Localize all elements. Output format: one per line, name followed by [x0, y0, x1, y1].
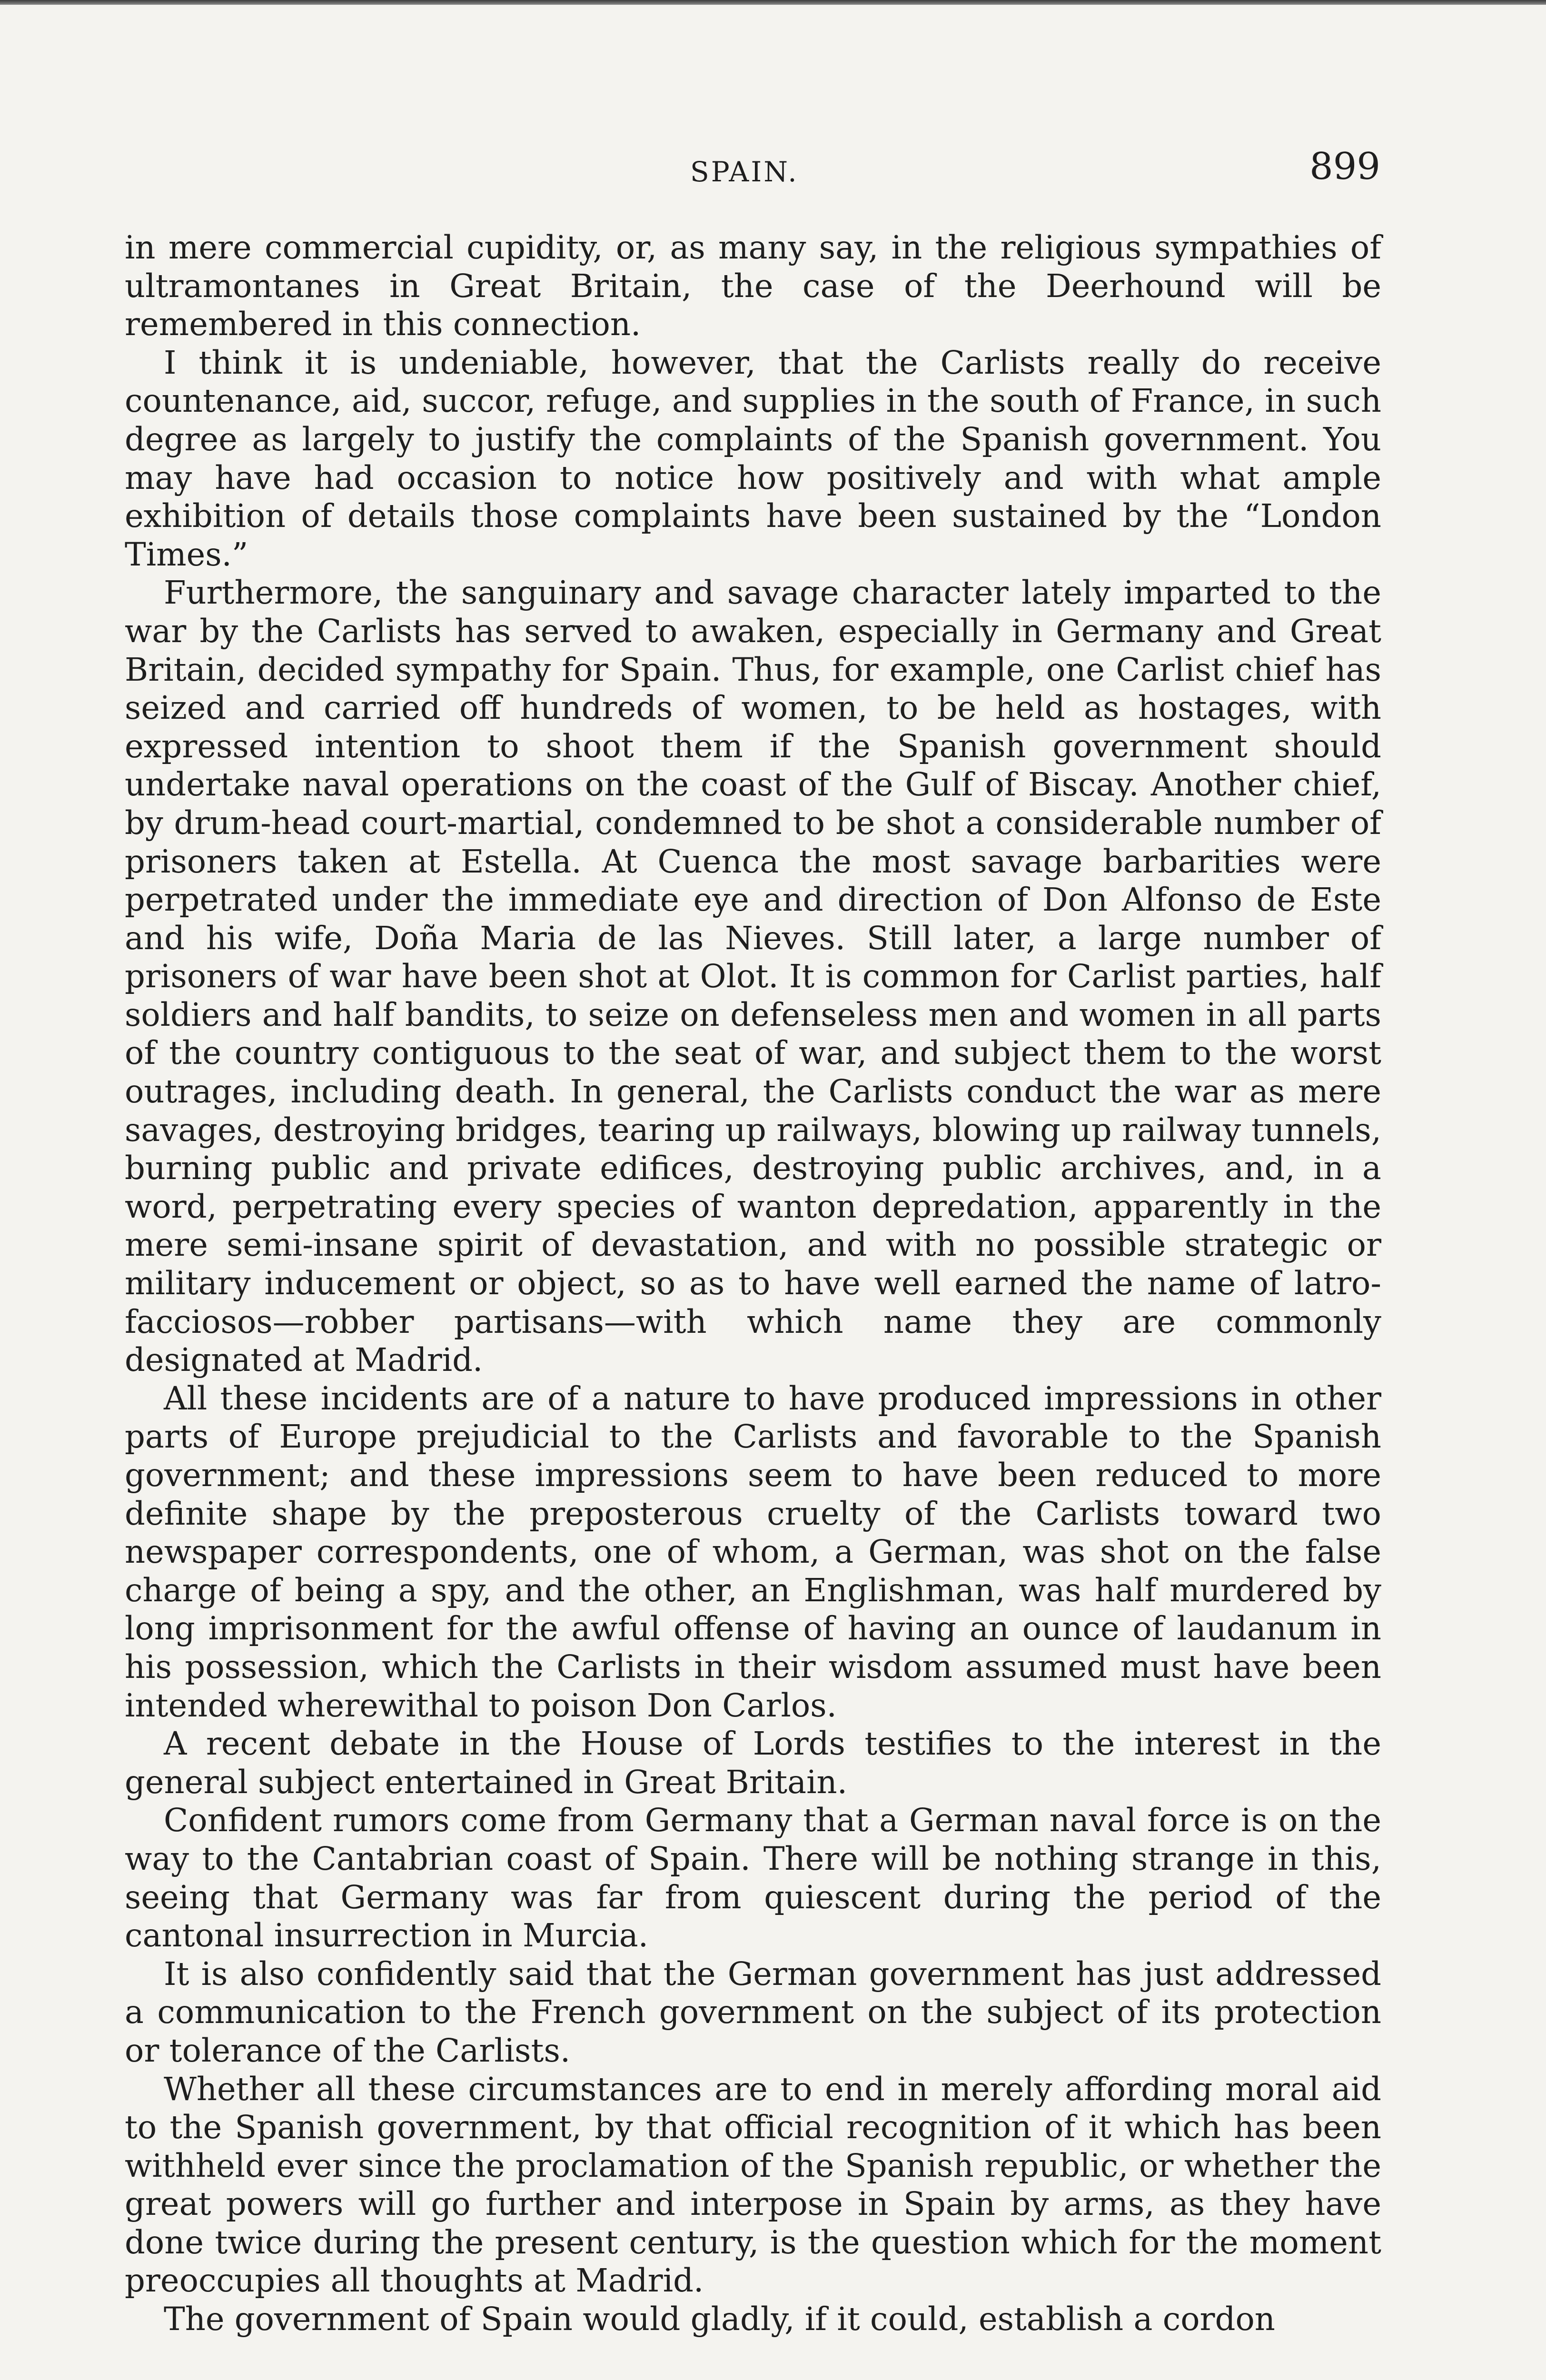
top-edge-rule	[0, 0, 1546, 5]
paragraph: A recent debate in the House of Lords testifies to the interest in the general subject entertained in Great Britain.	[125, 1725, 1381, 1801]
running-head: SPAIN.	[690, 156, 799, 188]
paragraph: All these incidents are of a nature to have produced impressions in other parts of Europe prejudicial to the Carlists and favorable to the Spanish government; and these impressions seem to have been reduced to more definite shape by the preposterous cruelty of the Carlists toward two newspaper correspondents, one of whom, a German, was shot on the false charge of being a spy, and the other, an Englishman, was half murdered by long imprisonment for the awful offense of having an ounce of laudanum in his possession, which the Carlists in their wisdom assumed must have been intended wherewithal to poison Don Carlos.	[125, 1379, 1381, 1724]
paragraph: Furthermore, the sanguinary and savage character lately imparted to the war by the Carlists has served to awaken, especially in Germany and Great Britain, decided sympathy for Spain. Thus, for example, one Carlist chief has seized and carried off hundreds of women, to be held as hostages, with expressed intention to shoot them if the Spanish government should undertake naval operations on the coast of the Gulf of Biscay. Another chief, by drum-head court-martial, condemned to be shot a considerable number of prisoners taken at Estella. At Cuenca the most savage barbarities were perpetrated under the immediate eye and direction of Don Alfonso de Este and his wife, Doña Maria de las Nieves. Still later, a large number of prisoners of war have been shot at Olot. It is common for Carlist parties, half soldiers and half bandits, to seize on defenseless men and women in all parts of the country contiguous to the seat of war, and subject them to the worst outrages, including death. In general, the Carlists conduct the war as mere savages, destroying bridges, tearing up railways, blowing up railway tunnels, burning public and private edifices, destroying public archives, and, in a word, perpetrating every species of wanton depredation, apparently in the mere semi-insane spirit of devastation, and with no possible strategic or military inducement or object, so as to have well earned the name of latro-facciosos—robber partisans—with which name they are commonly designated at Madrid.	[125, 574, 1381, 1379]
paragraph: Whether all these circumstances are to end in merely affording moral aid to the Spanish government, by that official recognition of it which has been withheld ever since the proclamation of the Spanish republic, or whether the great powers will go further and interpose in Spain by arms, as they have done twice during the present century, is the question which for the moment preoccupies all thoughts at Madrid.	[125, 2070, 1381, 2300]
body-text	[125, 228, 1381, 2339]
paragraph-continuation: in mere commercial cupidity, or, as many say, in the religious sympathies of ultramontanes in Great Britain, the case of the Deerhound will be remembered in this connection.	[125, 229, 1381, 343]
page-header	[129, 145, 1380, 198]
paragraph: It is also confidently said that the German government has just addressed a communication to the French government on the subject of its protection or tolerance of the Carlists.	[125, 1955, 1381, 2069]
paragraph-last-line: The government of Spain would gladly, if it could, establish a cordon	[164, 2301, 1275, 2338]
page-number: 899	[1309, 145, 1380, 188]
paragraph: Confident rumors come from Germany that a German naval force is on the way to the Cantabrian coast of Spain. There will be nothing strange in this, seeing that Germany was far from quiescent during the period of the cantonal insurrection in Murcia.	[125, 1802, 1381, 1954]
paragraph: I think it is undeniable, however, that the Carlists really do receive countenance, aid, succor, refuge, and supplies in the south of France, in such degree as largely to justify the complaints of the Spanish government. You may have had occasion to notice how positively and with what ample exhibition of details those complaints have been sustained by the “London Times.”	[125, 344, 1381, 573]
